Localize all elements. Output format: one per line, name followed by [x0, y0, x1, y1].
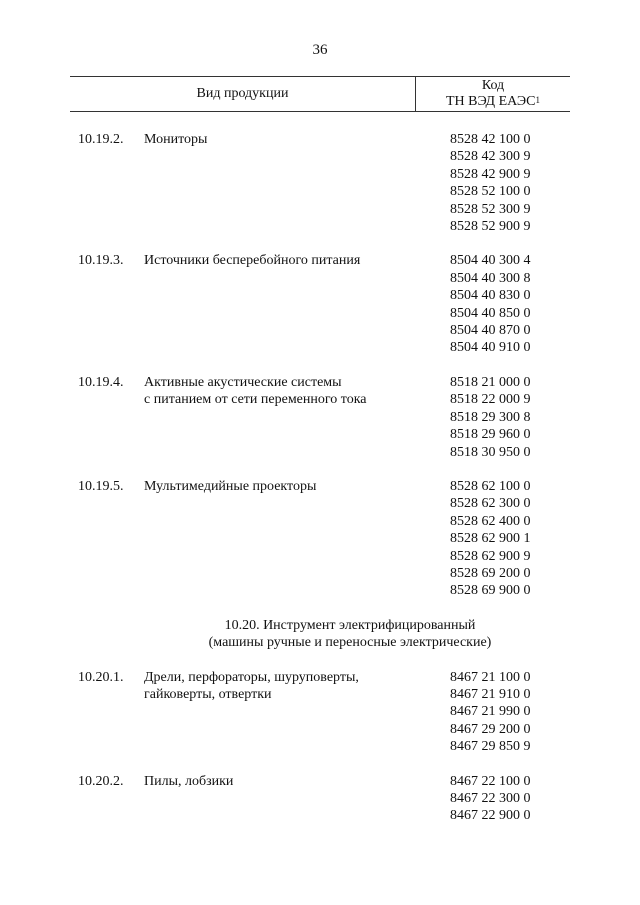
- row-spacer: [70, 600, 570, 617]
- tn-ved-code: 8504 40 830 0: [450, 288, 531, 304]
- tn-ved-code: 8518 22 000 9: [450, 392, 531, 408]
- item-codes: [444, 773, 570, 825]
- tn-ved-code: 8528 42 100 0: [450, 132, 531, 147]
- tn-ved-code: 8528 52 100 0: [450, 184, 531, 200]
- tn-ved-code: 8528 42 900 9: [450, 166, 531, 182]
- tn-ved-code: 8528 69 900 0: [450, 583, 531, 599]
- item-codes: [444, 669, 570, 756]
- item-number: 10.20.1.: [78, 669, 124, 685]
- header-code-standard-text: ТН ВЭД ЕАЭС: [445, 94, 536, 109]
- item-name-line: Мультимедийные проекторы: [144, 478, 317, 494]
- groups-section-10-19: [70, 131, 570, 617]
- tn-ved-code: 8504 40 870 0: [450, 323, 531, 339]
- item-name: [144, 478, 444, 600]
- header-footnote-marker: 1: [535, 95, 540, 105]
- item-name-line: Источники бесперебойного питания: [144, 253, 361, 269]
- item-number: 10.19.5.: [78, 478, 124, 494]
- tn-ved-code: 8504 40 300 4: [450, 253, 531, 269]
- header-code-label: Код: [481, 78, 505, 93]
- table-row: [70, 374, 570, 461]
- section-heading-line2: (машины ручные и переносные электрические): [208, 635, 492, 651]
- page-number: 36: [312, 42, 328, 58]
- tn-ved-code: 8528 42 300 9: [450, 149, 531, 165]
- item-codes: [444, 478, 570, 600]
- row-spacer: [70, 235, 570, 252]
- tn-ved-code: 8528 52 900 9: [450, 219, 531, 235]
- item-name: [144, 252, 444, 356]
- table-row: [70, 478, 570, 600]
- item-number: 10.19.4.: [78, 374, 124, 390]
- row-spacer: [70, 357, 570, 374]
- item-name-line: Пилы, лобзики: [144, 773, 234, 789]
- tn-ved-code: 8518 21 000 0: [450, 374, 531, 390]
- groups-section-10-20: [70, 669, 570, 842]
- tn-ved-code: 8467 22 100 0: [450, 773, 531, 789]
- item-codes: [444, 131, 570, 235]
- tn-ved-code: 8467 29 850 9: [450, 739, 531, 755]
- row-spacer: [70, 825, 570, 842]
- row-spacer: [70, 461, 570, 478]
- header-product-column: [70, 76, 415, 111]
- tn-ved-code: 8528 69 200 0: [450, 565, 531, 581]
- item-codes: [444, 374, 570, 461]
- row-spacer: [70, 756, 570, 773]
- item-name: [144, 374, 444, 461]
- item-number: 10.19.3.: [78, 253, 124, 269]
- tn-ved-code: 8528 62 100 0: [450, 478, 531, 494]
- section-heading: [70, 617, 570, 652]
- tn-ved-code: 8518 30 950 0: [450, 444, 531, 460]
- table-row: [70, 773, 570, 825]
- table-row: [70, 669, 570, 756]
- table-body: [70, 131, 570, 842]
- item-name-line: Активные акустические системы: [144, 374, 342, 390]
- tn-ved-code: 8504 40 850 0: [450, 305, 531, 321]
- item-name-line: гайковерты, отвертки: [144, 686, 272, 702]
- item-number: 10.19.2.: [78, 132, 124, 147]
- table-header-rule: [70, 111, 570, 112]
- tn-ved-code: 8518 29 960 0: [450, 427, 531, 443]
- table-row: [70, 131, 570, 235]
- tn-ved-code: 8528 52 300 9: [450, 201, 531, 217]
- item-name: [144, 773, 444, 825]
- table-row: [70, 252, 570, 356]
- header-code-standard: [416, 94, 570, 110]
- section-heading-line1: 10.20. Инструмент электрифицированный: [224, 617, 476, 633]
- item-name: [144, 131, 444, 235]
- tn-ved-code: 8528 62 900 1: [450, 531, 531, 547]
- header-code-column: [416, 76, 570, 113]
- tn-ved-code: 8528 62 400 0: [450, 513, 531, 529]
- item-number: 10.20.2.: [78, 773, 124, 789]
- tn-ved-code: 8504 40 910 0: [450, 340, 531, 356]
- tn-ved-code: 8467 21 910 0: [450, 686, 531, 702]
- tn-ved-code: 8467 29 200 0: [450, 721, 531, 737]
- row-spacer: [70, 652, 570, 669]
- tn-ved-code: 8467 22 300 0: [450, 791, 531, 806]
- tn-ved-code: 8518 29 300 8: [450, 409, 531, 425]
- tn-ved-code: 8528 62 900 9: [450, 548, 531, 564]
- header-product-label: Вид продукции: [196, 85, 289, 101]
- tn-ved-code: 8504 40 300 8: [450, 270, 531, 286]
- item-name-line: Мониторы: [144, 132, 208, 147]
- item-name: [144, 669, 444, 756]
- item-name-line: с питанием от сети переменного тока: [144, 392, 367, 408]
- item-name-line: Дрели, перфораторы, шуруповерты,: [144, 669, 359, 685]
- tn-ved-code: 8528 62 300 0: [450, 496, 531, 512]
- tn-ved-code: 8467 21 990 0: [450, 704, 531, 720]
- tn-ved-code: 8467 21 100 0: [450, 669, 531, 685]
- item-codes: [444, 252, 570, 356]
- tn-ved-code: 8467 22 900 0: [450, 808, 531, 824]
